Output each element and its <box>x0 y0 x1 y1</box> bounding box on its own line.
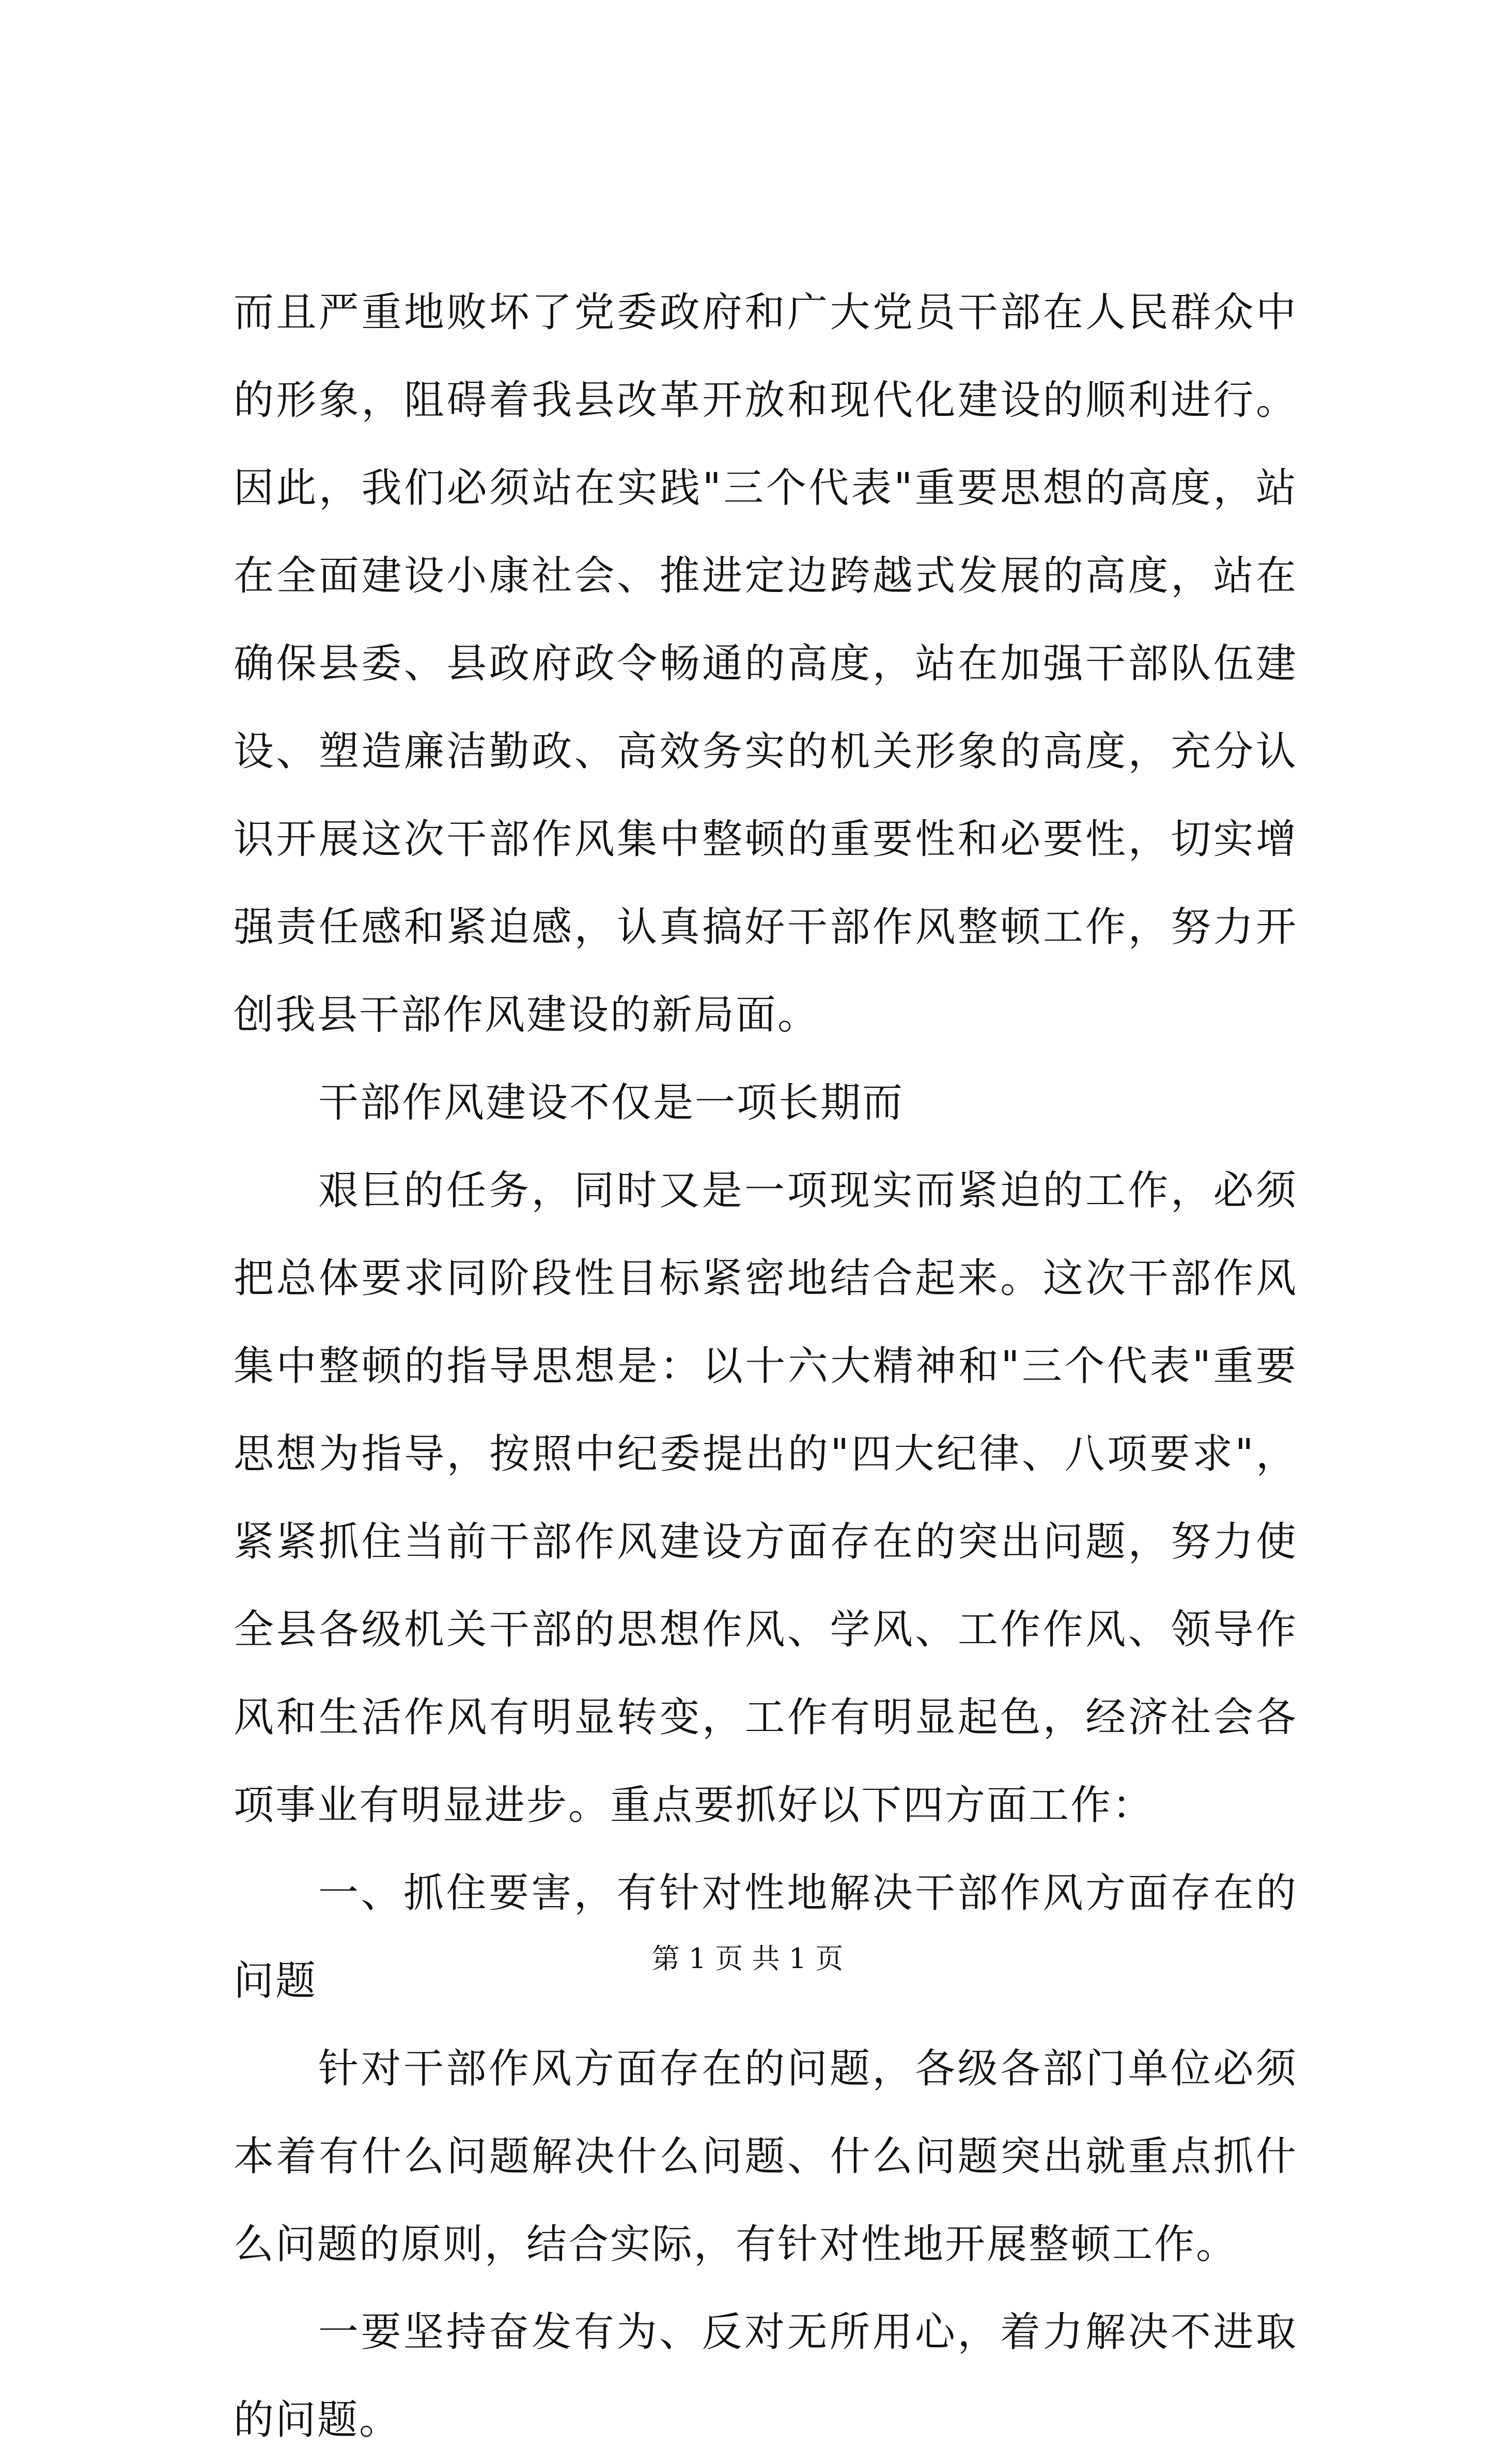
paragraph-4: 针对干部作风方面存在的问题，各级各部门单位必须本着有什么问题解决什么问题、什么问题突出就重点抓什么问题的原则，结合实际，有针对性地开展整顿工作。 <box>233 2046 1298 2268</box>
section-heading-1: 一、抓住要害，有针对性地解决干部作风方面存在的问题 <box>233 1870 1298 2004</box>
paragraph-1: 而且严重地败坏了党委政府和广大党员干部在人民群众中的形象，阻碍着我县改革开放和现代化建设的顺利进行。因此，我们必须站在实践"三个代表"重要思想的高度，站在全面建设小康社会、推进定边跨越式发展的高度，站在确保县委、县政府政令畅通的高度，站在加强干部队伍建设、塑造廉洁勤政、高效务实的机关形象的高度，充分认识开展这次干部作风集中整顿的重要性和必要性，切实增强责任感和紧迫感，认真搞好干部作风整顿工作，努力开创我县干部作风建设的新局面。 <box>233 289 1298 1038</box>
page-number-label: 第 1 页 共 1 页 <box>651 1942 844 1975</box>
paragraph-3: 艰巨的任务，同时又是一项现实而紧迫的工作，必须把总体要求同阶段性目标紧密地结合起来。这次干部作风集中整顿的指导思想是：以十六大精神和"三个代表"重要思想为指导，按照中纪委提出的"四大纪律、八项要求"，紧紧抓住当前干部作风建设方面存在的突出问题，努力使全县各级机关干部的思想作风、学风、工作作风、领导作风和生活作风有明显转变，工作有明显起色，经济社会各项事业有明显进步。重点要抓好以下四方面工作： <box>233 1167 1298 1829</box>
page-footer <box>0 1938 1495 1979</box>
document-body <box>233 269 1298 2464</box>
paragraph-2: 干部作风建设不仅是一项长期而 <box>318 1080 905 1126</box>
paragraph-5: 一要坚持奋发有为、反对无所用心，着力解决不进取的问题。 <box>233 2309 1298 2443</box>
